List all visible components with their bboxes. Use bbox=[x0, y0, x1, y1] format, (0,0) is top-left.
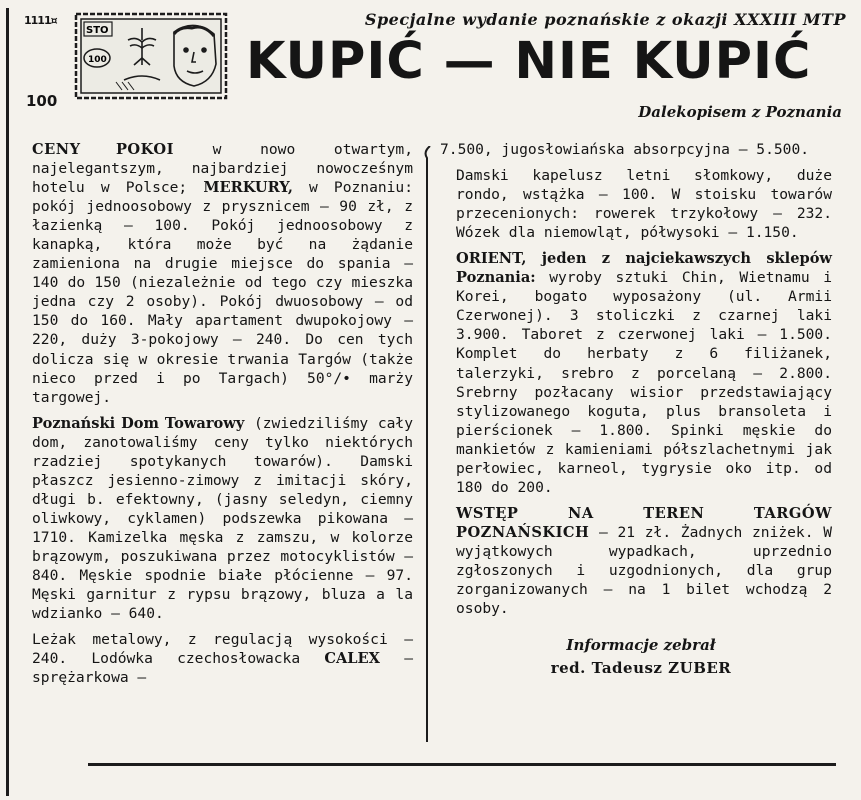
headline: KUPIĆ — NIE KUPIĆ bbox=[246, 32, 812, 91]
stamp-value-label: 100 bbox=[26, 92, 58, 110]
paragraph-department-store bbox=[16, 414, 413, 624]
byline: Dalekopisem z Poznania bbox=[638, 103, 842, 121]
paragraph-fair-admission bbox=[440, 504, 832, 618]
lead-in: ORIENT, jeden z najciekawszych sklepów Poznania: bbox=[456, 250, 832, 287]
paragraph-continuation: 7.500, jugosłowiańska absorpcyjna — 5.500. bbox=[440, 141, 810, 158]
paragraph-text: (zwiedziliśmy cały dom, zanotowaliśmy ceny tylko niektórych rzadziej spotykanych towarów). Damski płaszcz jesienno-zimowy z imitacji skóry, długi b. efektowny, (jasny seledyn, ciemny oliwkowy, cyklamen) podszewka pikowana — 1710. Kamizelka męska z zamszu, w kolorze brązowym, poszukiwana przez motocyklistów — 840. Męskie spodnie białe płócienne — 97. Męski garnitur z rypsu brązowy, bluza a la wdzianko — 640. bbox=[32, 414, 414, 623]
postage-stamp-illustration bbox=[24, 10, 229, 110]
signoff bbox=[440, 636, 832, 678]
stamp-drawing bbox=[24, 10, 229, 102]
paragraph-text: wyroby sztuki Chin, Wietnamu i Korei, bogato wyposażony (ul. Armii Czerwonej). 3 stoliczki z czarnej laki 3.900. Taboret z czerwonej laki — 1.500. Komplet do herbaty z 6 filiżanek, talerzyki, srebro z porcelaną — 2.800. Srebrny pozłacany wisior przedstawiający stylizowanego koguta, plus bransoleta i pierścionek — 1.800. Spinki męskie do mankietów z kamieniami półszlachetnymi jak perłowiec, karneol, tygrysie oko itp. od 180 do 200. bbox=[456, 269, 832, 496]
lead-in: WSTĘP NA TEREN TARGÓW POZNAŃSKICH bbox=[456, 504, 832, 541]
paragraph-appliances bbox=[16, 630, 413, 687]
hotel-name: MERKURY, bbox=[203, 179, 293, 197]
paragraph-text: Leżak metalowy, z regulacją wysokości — 240. Lodówka czechosłowacka bbox=[32, 631, 413, 668]
article-header bbox=[14, 4, 854, 134]
svg-text:100: 100 bbox=[88, 55, 107, 65]
paragraph-text: w nowo otwartym, najelegantszym, najbardziej nowocześnym hotelu w Polsce; bbox=[32, 141, 413, 197]
paragraph-text: — 21 zł. Żadnych zniżek. W wyjątkowych wypadkach, uprzednio zgłoszonych i uzgodnionych, dla grup zorganizowanych — na 1 bilet wchodzą 2 osoby. bbox=[456, 523, 832, 618]
edition-kicker: Specjalne wydanie poznańskie z okazji XXXIII MTP bbox=[364, 10, 846, 29]
paragraph-orient-shop bbox=[440, 249, 832, 497]
svg-text:STO: STO bbox=[86, 25, 109, 36]
author-name: red. Tadeusz ZUBER bbox=[550, 659, 732, 678]
paragraph-hotel-prices bbox=[16, 140, 413, 407]
brand-name: CALEX bbox=[324, 650, 380, 668]
paragraph-text: w Poznaniu: pokój jednoosobowy z prysznicem — 90 zł, z łazienką — 100. Pokój jednoosobowy z kanapką, która może być na żądanie zamieniona na drugie miejsce do spania — 140 do 150 (niezależnie od tego czy mieszka jedna czy 2 osoby). Pokój dwuosobowy — od 150 do 160. Mały apartament dwupokojowy — 220, duży 3-pokojowy — 240. Do cen tych dolicza się w okresie trwania Targów (także nieco przed i po Targach) 50°/• marży targowej. bbox=[32, 179, 413, 406]
column-left bbox=[16, 140, 413, 687]
paragraph-text: — sprężarkowa — bbox=[32, 650, 413, 687]
stamp-tick-marks: 1111¤ bbox=[24, 14, 57, 27]
lead-in: Poznański Dom Towarowy bbox=[32, 414, 245, 432]
bottom-rule bbox=[88, 763, 836, 766]
paragraph-hats: Damski kapelusz letni słomkowy, duże rondo, wstążka — 100. W stoisku towarów przecenionych: rowerek trzykołowy — 232. Wózek dla niemowląt, półwysoki — 1.150. bbox=[456, 167, 832, 242]
column-divider bbox=[421, 146, 433, 746]
left-border-rule bbox=[6, 8, 9, 796]
signoff-label: Informacje zebrał bbox=[566, 636, 716, 655]
column-right bbox=[440, 140, 832, 678]
lead-in: CENY POKOI bbox=[32, 141, 174, 158]
